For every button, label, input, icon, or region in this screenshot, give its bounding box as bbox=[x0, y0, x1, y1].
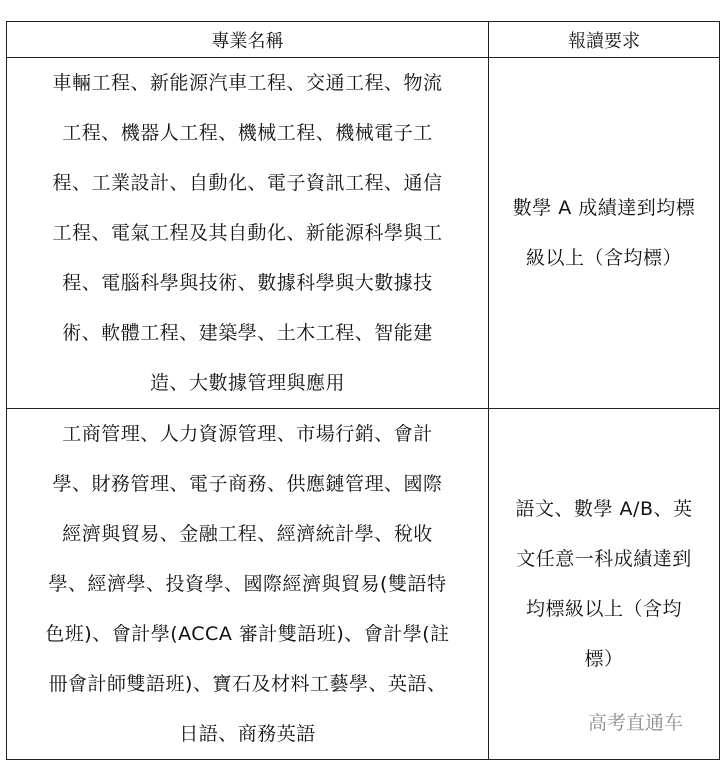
table-row bbox=[7, 58, 720, 409]
major-line: 工商管理、人力資源管理、市場行銷、會計 bbox=[62, 423, 433, 445]
major-line: 工程、機器人工程、機械工程、機械電子工 bbox=[62, 122, 433, 144]
major-line: 程、工業設計、自動化、電子資訊工程、通信 bbox=[52, 172, 443, 194]
major-line: 造、大數據管理與應用 bbox=[149, 372, 345, 394]
table-row bbox=[7, 409, 720, 760]
requirement-line: 語文、數學 A/B、英 bbox=[515, 498, 693, 520]
major-line: 經濟與貿易、金融工程、經濟統計學、稅收 bbox=[62, 523, 433, 545]
major-line: 車輛工程、新能源汽車工程、交通工程、物流 bbox=[52, 72, 443, 94]
major-line: 術、軟體工程、建築學、土木工程、智能建 bbox=[62, 322, 433, 344]
requirement-line: 數學 A 成績達到均標 bbox=[512, 197, 696, 219]
major-cell bbox=[7, 58, 489, 409]
header-requirement: 報讀要求 bbox=[489, 22, 720, 58]
major-line: 學、財務管理、電子商務、供應鏈管理、國際 bbox=[52, 473, 443, 495]
major-line: 冊會計師雙語班)、寶石及材料工藝學、英語、 bbox=[48, 673, 447, 695]
major-line: 工程、電氣工程及其自動化、新能源科學與工 bbox=[52, 222, 443, 244]
requirement-line: 文任意一科成績達到 bbox=[516, 548, 692, 570]
admission-table bbox=[6, 21, 720, 760]
major-line: 程、電腦科學與技術、數據科學與大數據技 bbox=[62, 272, 433, 294]
requirement-line: 級以上（含均標） bbox=[525, 247, 682, 269]
requirement-cell bbox=[489, 409, 720, 760]
requirement-line: 均標級以上（含均 bbox=[525, 598, 682, 620]
major-line: 學、經濟學、投資學、國際經濟與貿易(雙語特 bbox=[48, 573, 447, 595]
major-cell bbox=[7, 409, 489, 760]
major-line: 日語、商務英語 bbox=[179, 723, 316, 745]
requirement-line: 標） bbox=[584, 648, 624, 670]
watermark: 高考直通车 bbox=[588, 712, 684, 734]
major-line: 色班)、會計學(ACCA 審計雙語班)、會計學(註 bbox=[45, 623, 450, 645]
requirement-cell bbox=[489, 58, 720, 409]
table-header-row bbox=[7, 22, 720, 58]
header-major: 專業名稱 bbox=[7, 22, 489, 58]
